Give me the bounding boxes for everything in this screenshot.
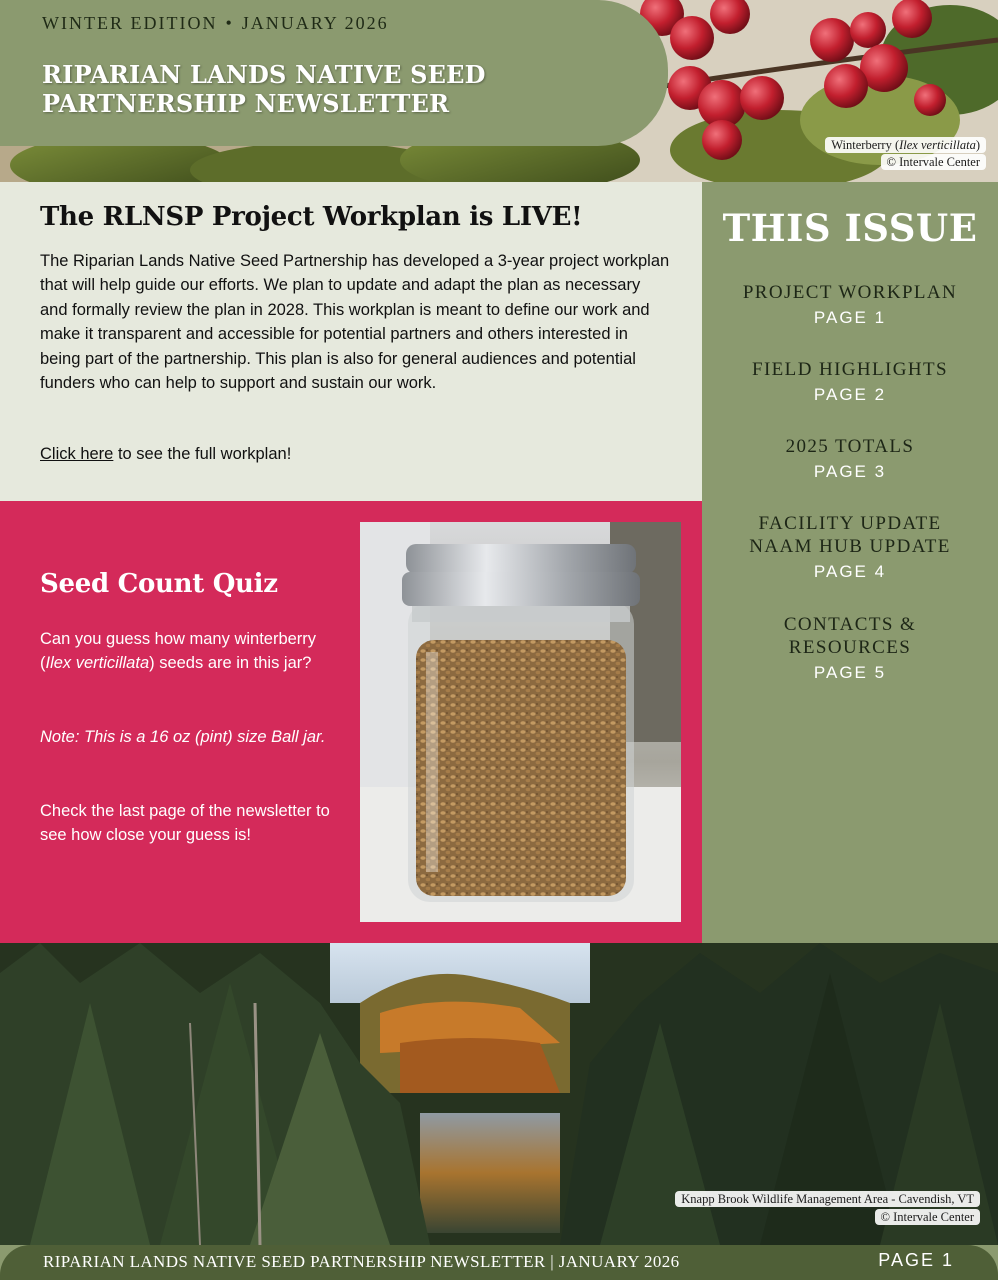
toc-item-label: FIELD HIGHLIGHTS bbox=[751, 359, 949, 380]
toc-item-project-workplan[interactable] bbox=[702, 281, 998, 329]
edition-date: JANUARY 2026 bbox=[241, 13, 389, 33]
toc-item-label-2: RESOURCES bbox=[788, 637, 912, 658]
quiz-question: Can you guess how many winterberry (Ilex verticillata) seeds are in this jar? bbox=[40, 630, 317, 673]
workplan-body: The Riparian Lands Native Seed Partnership has developed a 3-year project workplan that will help guide our efforts. We plan to update and adapt the plan as necessary and formally review the plan in 2028. This workplan is meant to define our work and make it transparent and accessible for potential partners and others interested in being part of the partnership. This plan is also for general audiences and potential funders who can help to support and sustain our work. bbox=[40, 252, 670, 393]
toc-item-page: PAGE 5 bbox=[813, 663, 887, 682]
seed-jar-photo bbox=[360, 522, 681, 922]
edition-line bbox=[42, 13, 389, 34]
quiz-followup: Check the last page of the newsletter to see how close your guess is! bbox=[40, 802, 330, 845]
workplan-link-suffix: to see the full workplan! bbox=[113, 445, 292, 463]
toc-item-field-highlights[interactable] bbox=[702, 358, 998, 406]
workplan-link[interactable]: Click here bbox=[40, 445, 114, 463]
landscape-caption: Knapp Brook Wildlife Management Area - Cavendish, VT bbox=[675, 1191, 980, 1207]
toc-item-page: PAGE 3 bbox=[813, 462, 887, 481]
toc-item-page: PAGE 4 bbox=[813, 562, 887, 581]
header-photo-credit: © Intervale Center bbox=[881, 154, 986, 170]
workplan-link-line bbox=[40, 445, 291, 464]
edition-label: WINTER EDITION bbox=[42, 13, 218, 33]
toc-item-label: CONTACTS & bbox=[783, 614, 917, 635]
header-banner bbox=[0, 0, 998, 182]
toc-item-page: PAGE 2 bbox=[813, 385, 887, 404]
workplan-section bbox=[0, 182, 702, 501]
toc-item-label: FACILITY UPDATE bbox=[758, 513, 942, 534]
this-issue-sidebar bbox=[702, 182, 998, 943]
workplan-title: The RLNSP Project Workplan is LIVE! bbox=[40, 202, 583, 232]
quiz-title: Seed Count Quiz bbox=[40, 569, 278, 599]
quiz-note: Note: This is a 16 oz (pint) size Ball jar. bbox=[40, 728, 326, 746]
toc-item-label: PROJECT WORKPLAN bbox=[742, 282, 958, 303]
footer-page-number: PAGE 1 bbox=[878, 1250, 954, 1270]
edition-separator: • bbox=[225, 13, 234, 33]
footer-title: RIPARIAN LANDS NATIVE SEED PARTNERSHIP NEWSLETTER | JANUARY 2026 bbox=[43, 1252, 680, 1271]
toc-item-label: 2025 TOTALS bbox=[785, 436, 915, 457]
toc-item-facility-update[interactable] bbox=[702, 512, 998, 583]
toc-item-page: PAGE 1 bbox=[813, 308, 887, 327]
newsletter-title: RIPARIAN LANDS NATIVE SEED PARTNERSHIP NEWSLETTER bbox=[42, 60, 486, 118]
toc-item-label-2: NAAM HUB UPDATE bbox=[749, 536, 951, 557]
landscape-credit: © Intervale Center bbox=[875, 1209, 980, 1225]
toc-item-2025-totals[interactable] bbox=[702, 435, 998, 483]
sidebar-title: THIS ISSUE bbox=[722, 206, 978, 250]
header-photo-caption: Winterberry (Ilex verticillata) bbox=[825, 137, 986, 153]
seed-quiz-section bbox=[0, 501, 702, 943]
toc-item-contacts-resources[interactable] bbox=[702, 613, 998, 684]
